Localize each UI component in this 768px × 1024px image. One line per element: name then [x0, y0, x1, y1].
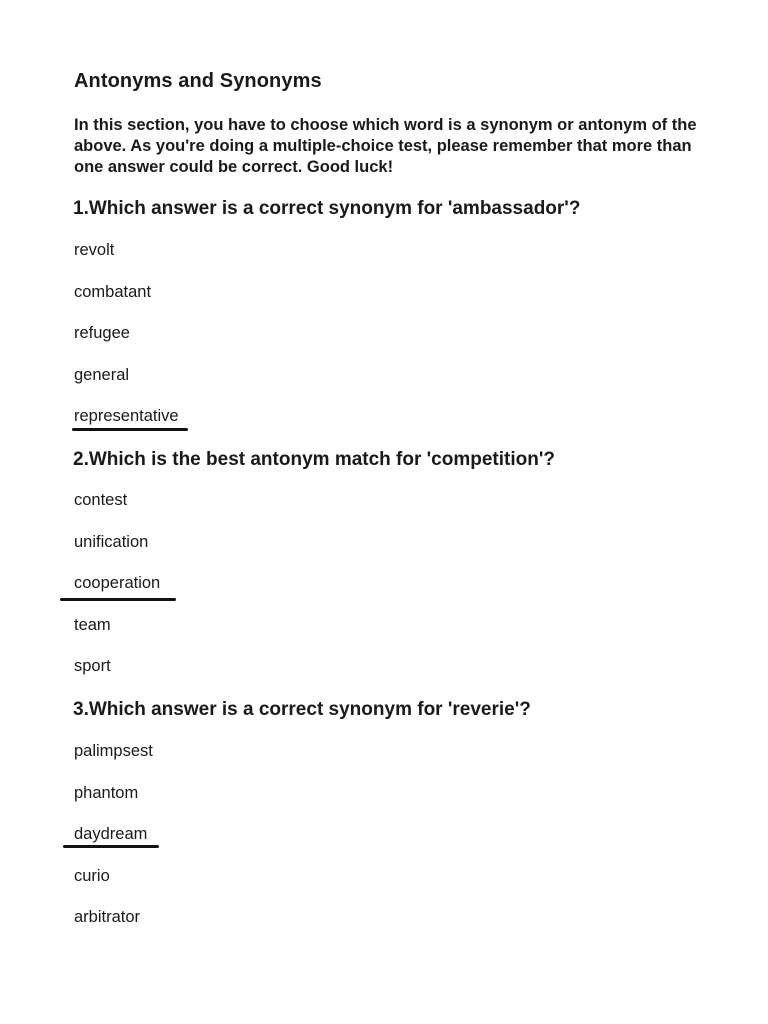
document-title: Antonyms and Synonyms [74, 70, 322, 92]
q3-answer-underline [63, 845, 159, 848]
q2-option-1[interactable]: contest [74, 491, 128, 509]
q3-option-2[interactable]: phantom [74, 784, 139, 802]
q1-option-1[interactable]: revolt [74, 241, 115, 259]
intro-paragraph: In this section, you have to choose which word is a synonym or antonym of the above. As you're doing a multiple-choice test, please remember that more than one answer could be correct. Good luck! [74, 116, 697, 176]
question-2: 2.Which is the best antonym match for 'competition'? [73, 449, 555, 470]
q2-option-3[interactable]: cooperation [74, 574, 161, 592]
q1-option-2[interactable]: combatant [74, 283, 152, 301]
q2-option-2[interactable]: unification [74, 533, 149, 551]
q2-option-4[interactable]: team [74, 616, 111, 634]
q3-option-5[interactable]: arbitrator [74, 908, 141, 926]
question-1: 1.Which answer is a correct synonym for 'ambassador'? [73, 198, 581, 219]
q3-option-1[interactable]: palimpsest [74, 742, 153, 760]
q1-option-5[interactable]: representative [74, 407, 179, 425]
q3-option-3[interactable]: daydream [74, 825, 148, 843]
q1-answer-underline [72, 428, 188, 431]
q1-option-3[interactable]: refugee [74, 324, 130, 342]
question-3: 3.Which answer is a correct synonym for 'reverie'? [73, 699, 531, 720]
q3-option-4[interactable]: curio [74, 867, 110, 885]
q2-option-5[interactable]: sport [74, 657, 111, 675]
q1-option-4[interactable]: general [74, 366, 130, 384]
q2-answer-underline [60, 598, 176, 601]
